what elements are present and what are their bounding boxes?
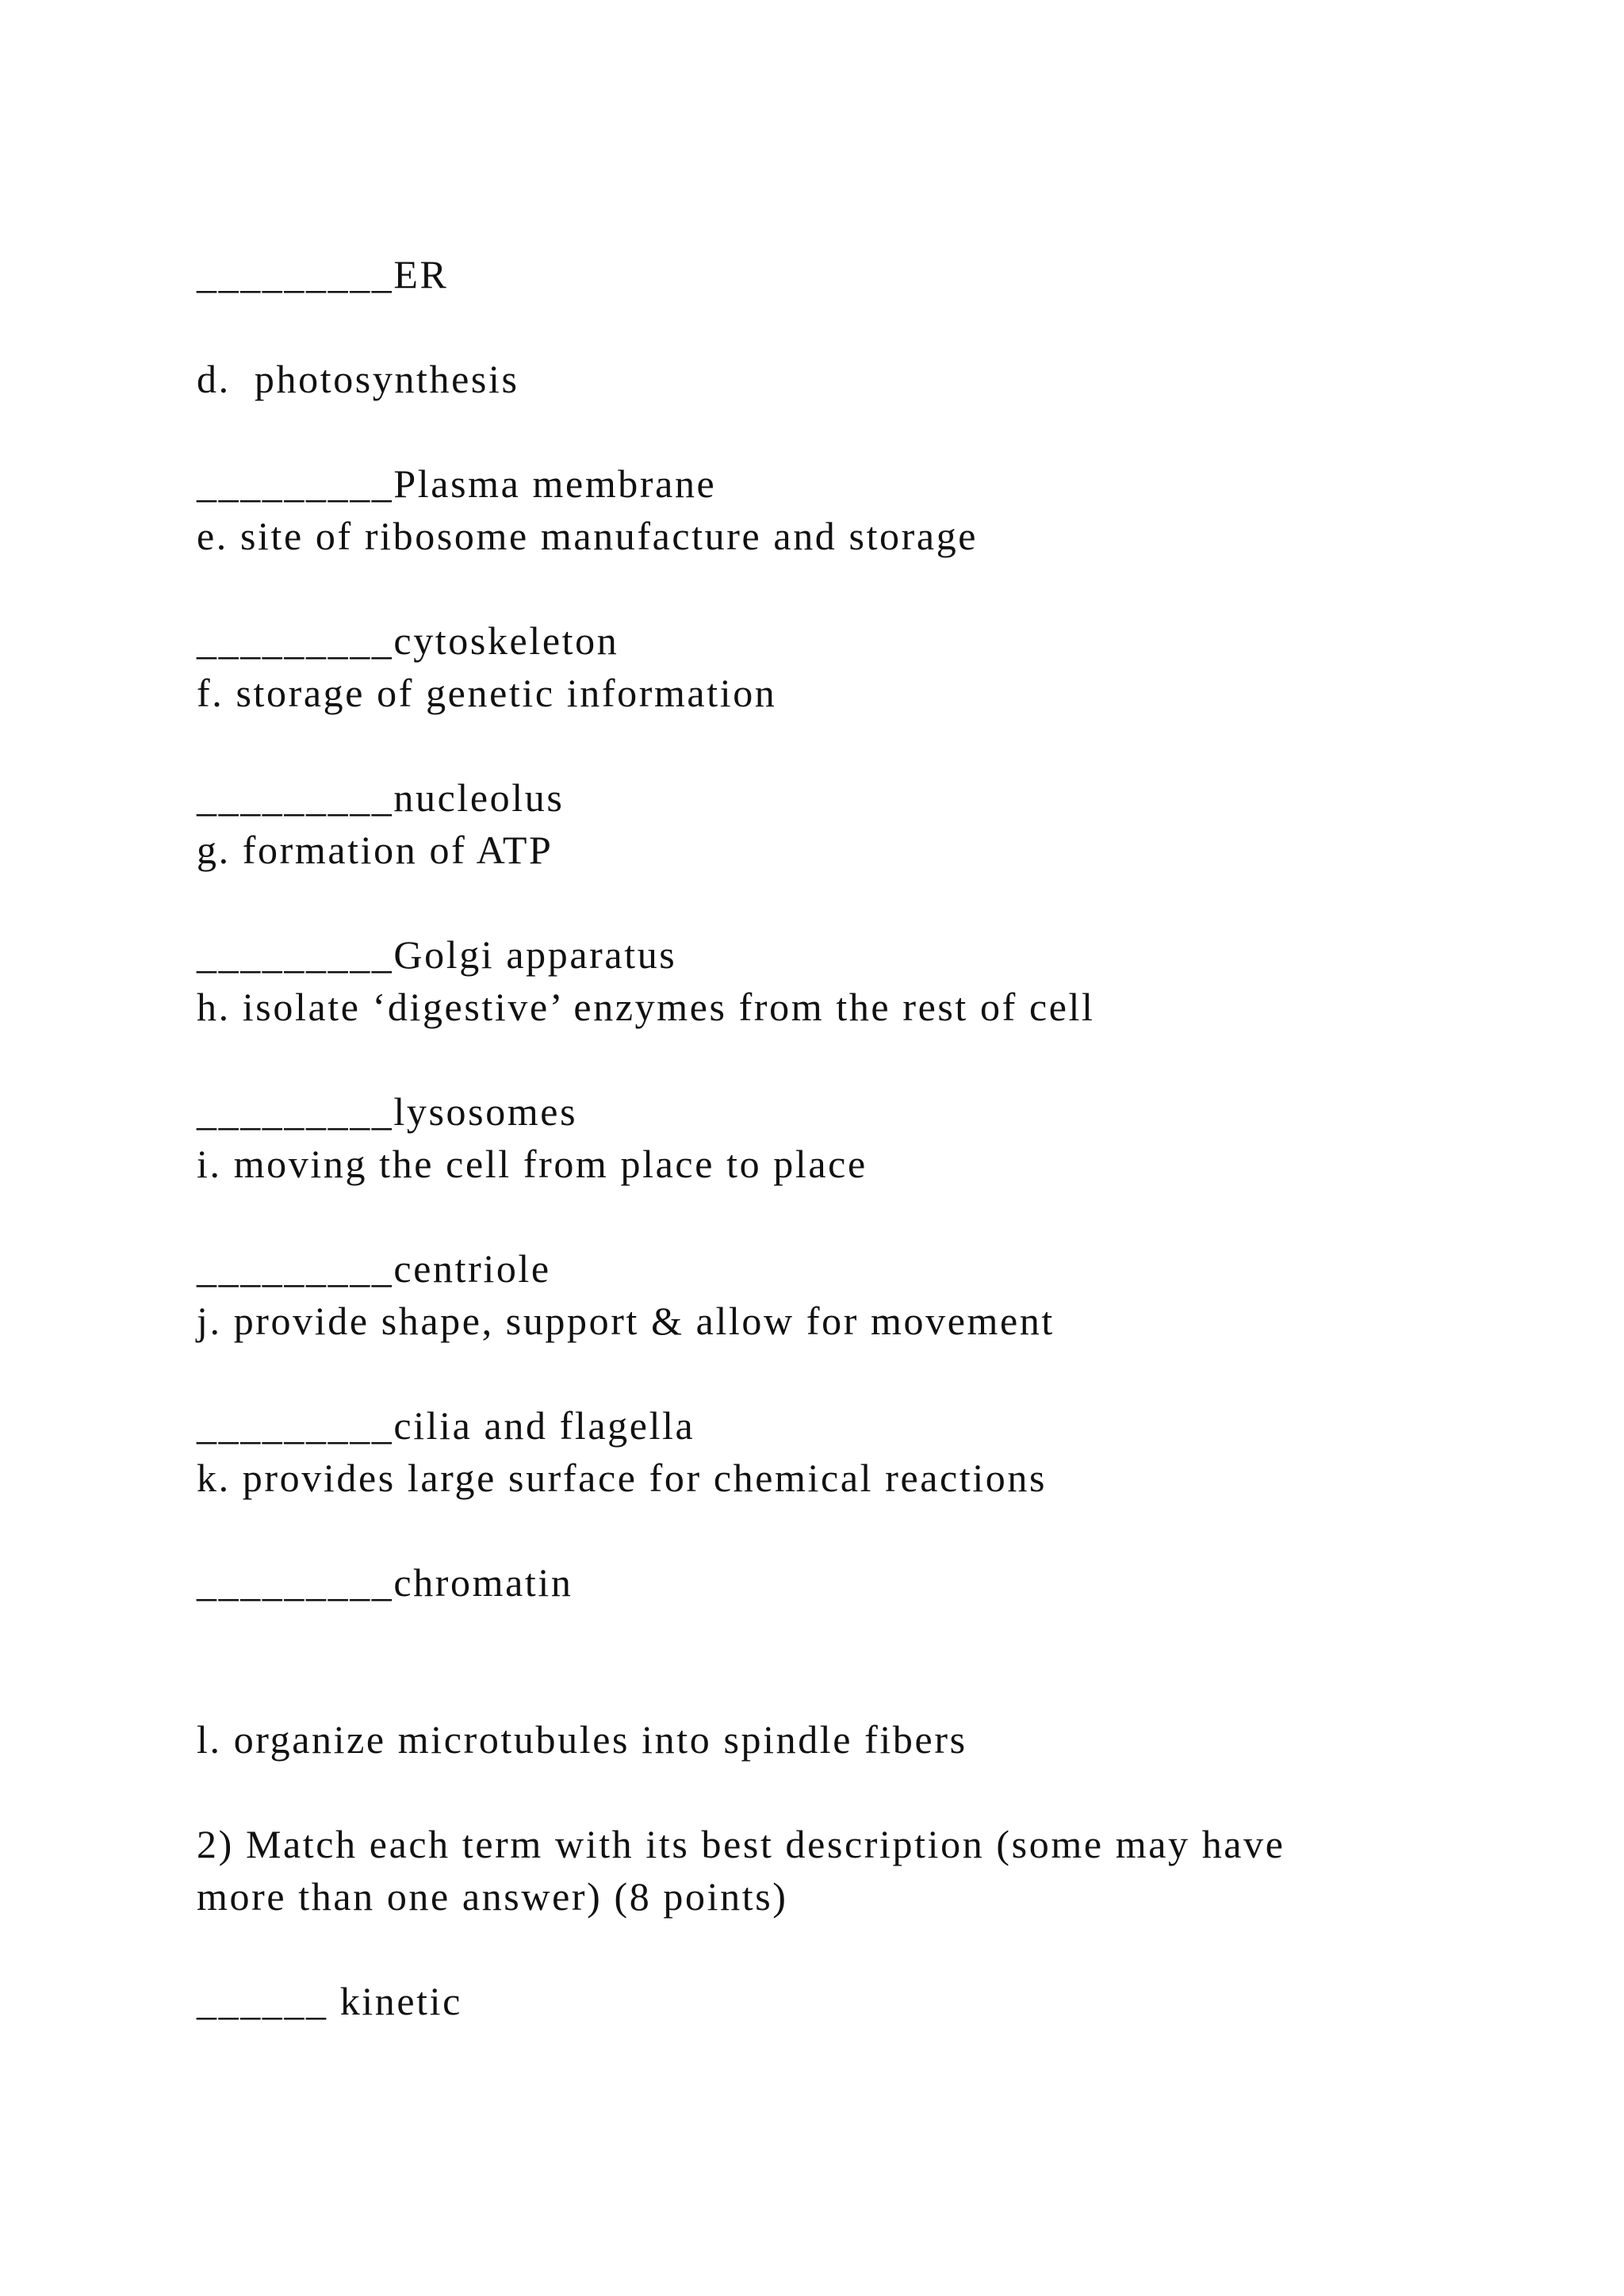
description-e: e. site of ribosome manufacture and storage bbox=[197, 514, 979, 558]
question-2-prompt: 2) Match each term with its best description (some may have bbox=[197, 1822, 1285, 1866]
description-l: l. organize microtubules into spindle fibers bbox=[197, 1717, 967, 1762]
description-j: j. provide shape, support & allow for movement bbox=[197, 1299, 1055, 1343]
match-item-er: _________ER bbox=[197, 252, 449, 297]
match-item-golgi-apparatus: _________Golgi apparatus bbox=[197, 932, 677, 977]
match-item-kinetic: ______ kinetic bbox=[197, 1979, 462, 2023]
match-item-lysosomes: _________lysosomes bbox=[197, 1089, 578, 1134]
match-item-cilia-and-flagella: _________cilia and flagella bbox=[197, 1403, 695, 1448]
description-h: h. isolate ‘digestive’ enzymes from the rest of cell bbox=[197, 985, 1095, 1029]
description-f: f. storage of genetic information bbox=[197, 671, 777, 715]
description-i: i. moving the cell from place to place bbox=[197, 1142, 868, 1186]
match-item-plasma-membrane: _________Plasma membrane bbox=[197, 461, 717, 506]
match-item-chromatin: _________chromatin bbox=[197, 1560, 573, 1605]
match-item-nucleolus: _________nucleolus bbox=[197, 775, 565, 820]
match-item-cytoskeleton: _________cytoskeleton bbox=[197, 618, 619, 663]
match-item-centriole: _________centriole bbox=[197, 1246, 551, 1291]
question-2-prompt-continued: more than one answer) (8 points) bbox=[197, 1874, 788, 1919]
description-g: g. formation of ATP bbox=[197, 828, 553, 872]
description-d: d. photosynthesis bbox=[197, 357, 519, 401]
description-k: k. provides large surface for chemical reactions bbox=[197, 1456, 1048, 1500]
